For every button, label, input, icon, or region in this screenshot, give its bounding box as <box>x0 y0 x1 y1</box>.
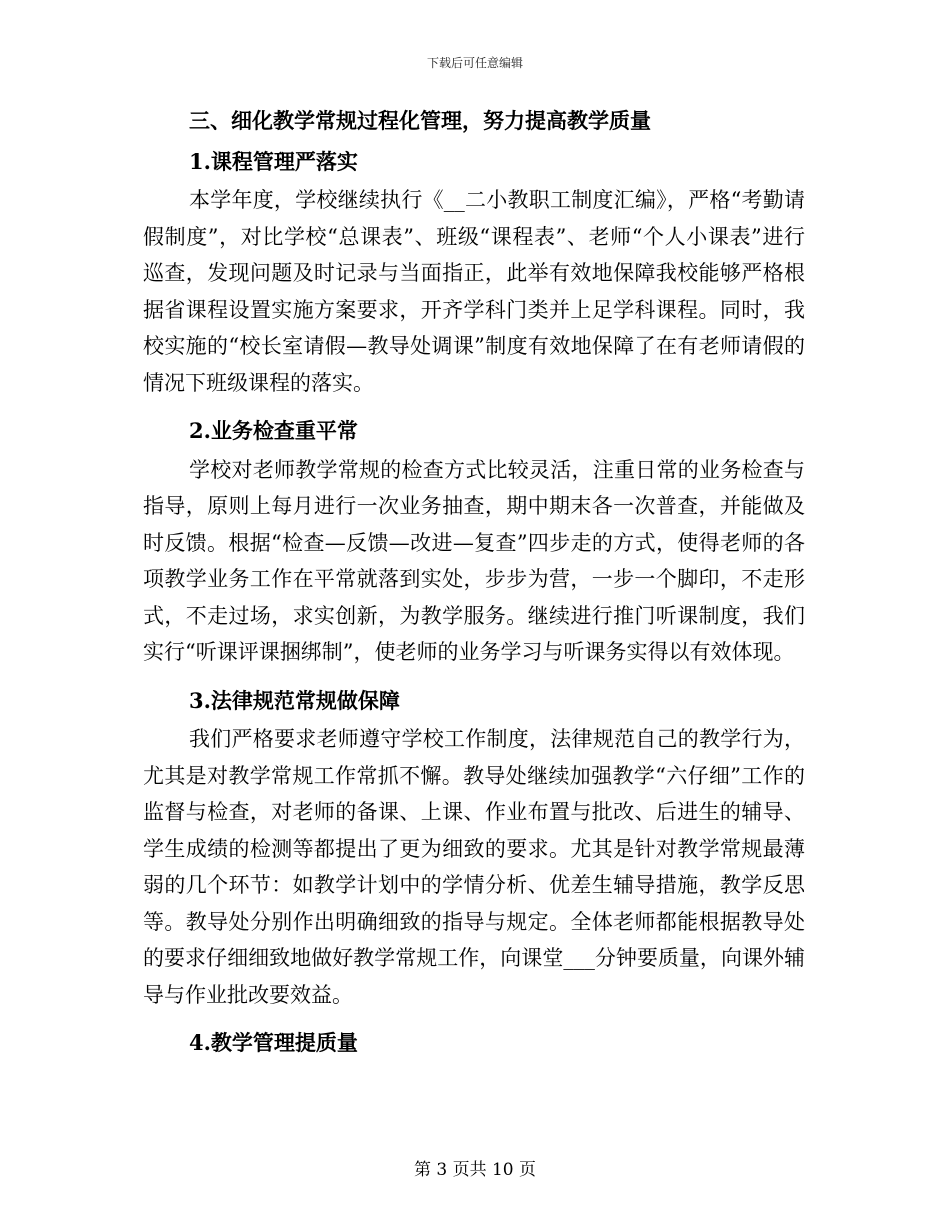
paragraph-1: 本学年度，学校继续执行《__二小教职工制度汇编》，严格“考勤请假制度”，对比学校“总课表”、班级“课程表”、老师“个人小课表”进行巡查，发现问题及时记录与当面指正，此举有效地保障我校能够严格根据省课程设置实施方案要求，开齐学科门类并上足学科课程。同时，我校实施的“校长室请假—教导处调课”制度有效地保障了在有老师请假的情况下班级课程的落实。 <box>143 188 805 395</box>
paragraph-3: 我们严格要求老师遵守学校工作制度，法律规范自己的教学行为，尤其是对教学常规工作常抓不懈。教导处继续加强教学“六仔细”工作的监督与检查，对老师的备课、上课、作业布置与批改、后进生的辅导、学生成绩的检测等都提出了更为细致的要求。尤其是针对教学常规最薄弱的几个环节：如教学计划中的学情分析、优差生辅导措施，教学反思等。教导处分别作出明确细致的指导与规定。全体老师都能根据教导处的要求仔细细致地做好教学常规工作，向课堂___分钟要质量，向课外辅导与作业批改要效益。 <box>143 727 805 1007</box>
document-body <box>143 103 805 1064</box>
subsection-title-4: 4.教学管理提质量 <box>189 1030 358 1055</box>
page-number: 第 3 页共 10 页 <box>413 1160 537 1180</box>
subsection-title-1: 1.课程管理严落实 <box>189 148 358 174</box>
subsection-title-3: 3.法律规范常规做保障 <box>189 687 400 713</box>
section-title: 三、细化教学常规过程化管理，努力提高教学质量 <box>189 108 651 133</box>
page-header: 下载后可任意编辑 <box>426 56 523 70</box>
paragraph-2: 学校对老师教学常规的检查方式比较灵活，注重日常的业务检查与指导，原则上每月进行一次业务抽查，期中期末各一次普查，并能做及时反馈。根据“检查—反馈—改进—复查”四步走的方式，使得老师的各项教学业务工作在平常就落到实处，步步为营，一步一个脚印，不走形式，不走过场，求实创新，为教学服务。继续进行推门听课制度，我们实行“听课评课捆绑制”，使老师的业务学习与听课务实得以有效体现。 <box>143 457 805 664</box>
subsection-title-2: 2.业务检查重平常 <box>189 418 358 443</box>
